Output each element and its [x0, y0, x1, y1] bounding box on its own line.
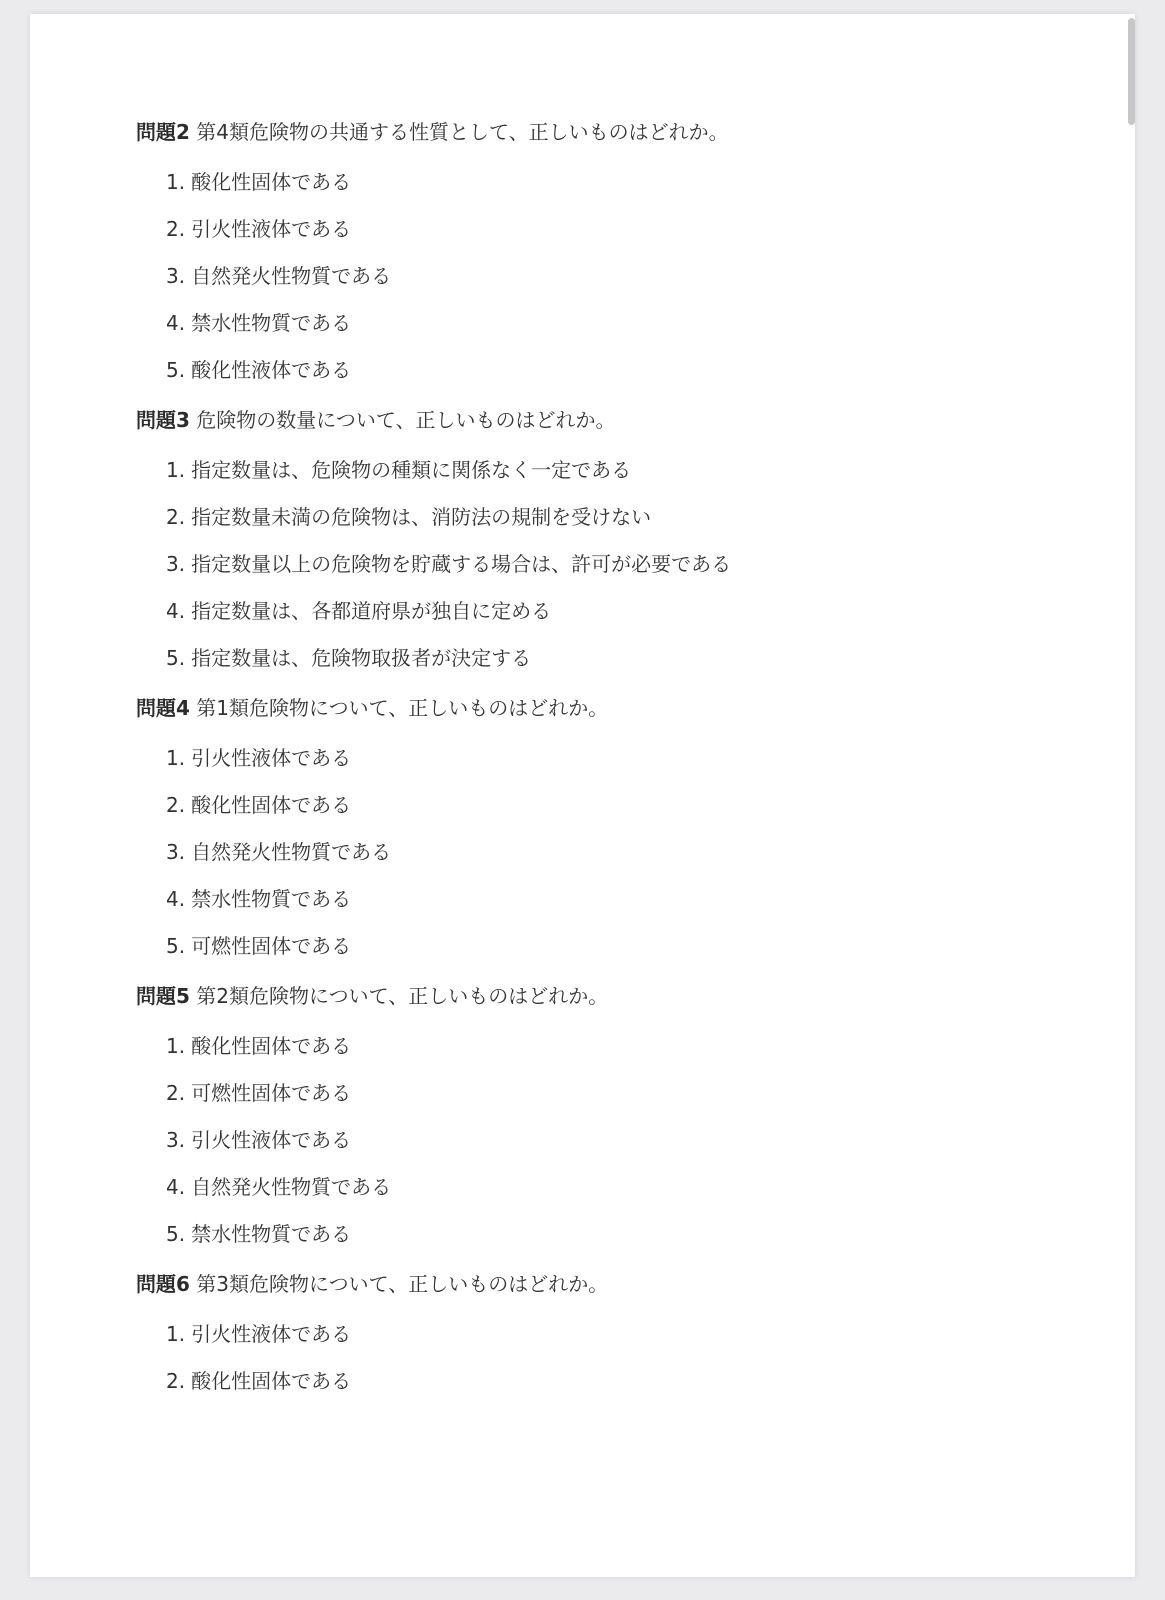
- option-number: 2.: [166, 217, 186, 241]
- question-block: [136, 1268, 1095, 1397]
- scrollbar-thumb[interactable]: [1128, 18, 1135, 125]
- question-heading: [136, 1268, 1095, 1300]
- question-number: 問題6: [136, 1272, 190, 1296]
- option-text: 酸化性固体である: [191, 1034, 352, 1058]
- option-text: 指定数量は、各都道府県が独自に定める: [191, 599, 552, 623]
- option-number: 1.: [166, 458, 186, 482]
- option-number: 3.: [166, 840, 186, 864]
- option-text: 自然発火性物質である: [191, 264, 392, 288]
- answer-option: [166, 930, 1095, 962]
- option-number: 2.: [166, 505, 186, 529]
- option-number: 3.: [166, 552, 186, 576]
- answer-option: [166, 454, 1095, 486]
- question-list: [136, 116, 1095, 1415]
- option-text: 自然発火性物質である: [191, 840, 392, 864]
- option-number: 3.: [166, 1128, 186, 1152]
- question-heading: [136, 980, 1095, 1012]
- question-text: 第1類危険物について、正しいものはどれか。: [196, 696, 609, 720]
- option-number: 1.: [166, 1034, 186, 1058]
- option-text: 可燃性固体である: [191, 934, 352, 958]
- option-text: 引火性液体である: [191, 217, 352, 241]
- question-text: 危険物の数量について、正しいものはどれか。: [196, 408, 616, 432]
- option-text: 指定数量は、危険物の種類に関係なく一定である: [191, 458, 632, 482]
- option-list: [136, 1030, 1095, 1250]
- option-number: 2.: [166, 793, 186, 817]
- option-number: 4.: [166, 599, 186, 623]
- answer-option: [166, 1365, 1095, 1397]
- option-text: 酸化性固体である: [191, 1369, 352, 1393]
- option-number: 4.: [166, 311, 186, 335]
- option-number: 1.: [166, 746, 186, 770]
- question-number: 問題5: [136, 984, 190, 1008]
- document-page: [30, 14, 1135, 1577]
- option-text: 引火性液体である: [191, 746, 352, 770]
- question-text: 第4類危険物の共通する性質として、正しいものはどれか。: [196, 120, 729, 144]
- answer-option: [166, 307, 1095, 339]
- question-number: 問題2: [136, 120, 190, 144]
- question-block: [136, 116, 1095, 386]
- option-list: [136, 454, 1095, 674]
- option-number: 1.: [166, 1322, 186, 1346]
- question-number: 問題3: [136, 408, 190, 432]
- option-number: 2.: [166, 1081, 186, 1105]
- answer-option: [166, 501, 1095, 533]
- option-text: 可燃性固体である: [191, 1081, 352, 1105]
- option-number: 4.: [166, 887, 186, 911]
- option-text: 禁水性物質である: [191, 1222, 352, 1246]
- option-text: 指定数量未満の危険物は、消防法の規制を受けない: [191, 505, 652, 529]
- option-text: 禁水性物質である: [191, 311, 352, 335]
- option-text: 指定数量は、危険物取扱者が決定する: [191, 646, 532, 670]
- answer-option: [166, 836, 1095, 868]
- answer-option: [166, 1171, 1095, 1203]
- answer-option: [166, 548, 1095, 580]
- question-text: 第2類危険物について、正しいものはどれか。: [196, 984, 609, 1008]
- answer-option: [166, 595, 1095, 627]
- question-number: 問題4: [136, 696, 190, 720]
- option-text: 酸化性液体である: [191, 358, 352, 382]
- question-heading: [136, 692, 1095, 724]
- option-text: 引火性液体である: [191, 1128, 352, 1152]
- question-heading: [136, 116, 1095, 148]
- option-list: [136, 166, 1095, 386]
- answer-option: [166, 789, 1095, 821]
- answer-option: [166, 354, 1095, 386]
- option-text: 酸化性固体である: [191, 170, 352, 194]
- question-text: 第3類危険物について、正しいものはどれか。: [196, 1272, 609, 1296]
- option-number: 4.: [166, 1175, 186, 1199]
- option-text: 引火性液体である: [191, 1322, 352, 1346]
- option-list: [136, 742, 1095, 962]
- question-heading: [136, 404, 1095, 436]
- option-text: 酸化性固体である: [191, 793, 352, 817]
- option-number: 5.: [166, 646, 186, 670]
- answer-option: [166, 166, 1095, 198]
- option-text: 禁水性物質である: [191, 887, 352, 911]
- option-number: 1.: [166, 170, 186, 194]
- answer-option: [166, 260, 1095, 292]
- option-number: 5.: [166, 934, 186, 958]
- question-block: [136, 404, 1095, 674]
- option-number: 5.: [166, 1222, 186, 1246]
- vertical-scrollbar[interactable]: [1127, 14, 1135, 1577]
- option-number: 5.: [166, 358, 186, 382]
- question-block: [136, 980, 1095, 1250]
- answer-option: [166, 1318, 1095, 1350]
- answer-option: [166, 213, 1095, 245]
- option-list: [136, 1318, 1095, 1397]
- question-block: [136, 692, 1095, 962]
- answer-option: [166, 742, 1095, 774]
- answer-option: [166, 1077, 1095, 1109]
- answer-option: [166, 642, 1095, 674]
- answer-option: [166, 1030, 1095, 1062]
- option-number: 3.: [166, 264, 186, 288]
- answer-option: [166, 1124, 1095, 1156]
- answer-option: [166, 883, 1095, 915]
- option-text: 指定数量以上の危険物を貯蔵する場合は、許可が必要である: [191, 552, 732, 576]
- option-number: 2.: [166, 1369, 186, 1393]
- answer-option: [166, 1218, 1095, 1250]
- option-text: 自然発火性物質である: [191, 1175, 392, 1199]
